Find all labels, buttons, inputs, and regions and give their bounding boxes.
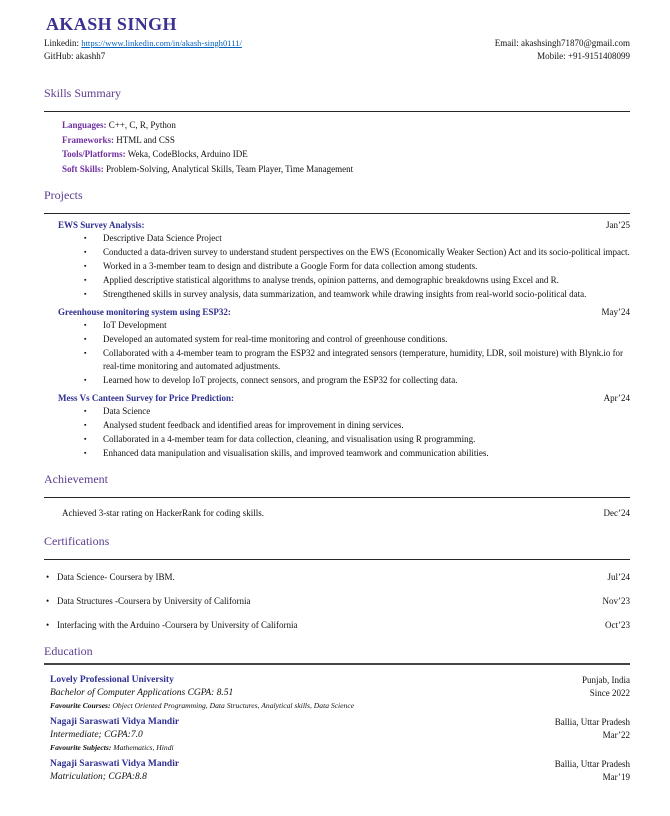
project-name: Greenhouse monitoring system using ESP32: — [58, 307, 231, 317]
certification-item — [46, 619, 630, 632]
projects-title: Projects — [44, 188, 83, 202]
education-date: Mar’19 — [602, 772, 630, 782]
project-bullet: ▪ IoT Development — [82, 319, 630, 332]
certification-text: • Data Science- Coursera by IBM. — [46, 571, 175, 584]
project-bullets — [82, 405, 630, 460]
project-bullet: ▪ Developed an automated system for real-time monitoring and control of greenhouse conditions. — [82, 333, 630, 346]
education-row — [50, 687, 630, 700]
skill-label: Languages: — [62, 120, 107, 130]
certification-list — [44, 571, 630, 632]
section-divider — [44, 663, 630, 665]
mobile-label: Mobile: — [537, 51, 568, 61]
section-divider — [44, 111, 630, 112]
contact-right — [495, 37, 630, 63]
section-projects — [44, 188, 630, 460]
institution-location: Punjab, India — [582, 675, 630, 685]
institution-location: Ballia, Uttar Pradesh — [554, 759, 630, 769]
github-label: GitHub: — [44, 51, 76, 61]
section-certifications — [44, 534, 630, 632]
project-bullet: ▪ Strengthened skills in survey analysis, data summarization, and teamwork while drawing insights from real-world socio-political data. — [82, 288, 630, 301]
education-title: Education — [44, 644, 93, 658]
institution-name: Lovely Professional University — [50, 675, 174, 685]
detail-label: Favourite Courses: — [50, 701, 111, 710]
section-divider — [44, 559, 630, 560]
certification-date: Nov’23 — [602, 596, 630, 606]
skill-value: C++, C, R, Python — [106, 120, 176, 130]
project-bullet: ▪ Collaborated with a 4-member team to program the ESP32 and integrated sensors (temperature, humidity, LDR, soil moisture) with Blynk.io for real-time monitoring and automated adjustments. — [82, 347, 630, 373]
education-row — [50, 757, 630, 771]
github-line — [44, 50, 242, 63]
project-bullets — [82, 319, 630, 387]
education-detail — [50, 700, 630, 711]
contact-left — [44, 37, 242, 63]
project-date: Apr’24 — [603, 393, 630, 403]
project-bullet: ▪ Applied descriptive statistical algorithms to analyse trends, opinion patterns, and demographic breakdowns using Excel and R. — [82, 274, 630, 287]
project-bullet: ▪ Descriptive Data Science Project — [82, 232, 630, 245]
project-bullet: ▪ Learned how to develop IoT projects, connect sensors, and program the ESP32 for collecting data. — [82, 374, 630, 387]
mobile-value: +91-9151408099 — [567, 51, 630, 61]
section-achievement — [44, 472, 630, 520]
skill-value: HTML and CSS — [113, 134, 175, 145]
github-value: akashh7 — [75, 51, 106, 61]
degree-text: Matriculation; CGPA:8.8 — [50, 772, 147, 782]
project-bullet: ▪ Enhanced data manipulation and visualisation skills, and improved teamwork and communication abilities. — [82, 447, 630, 460]
section-divider — [44, 213, 630, 214]
project-bullet: ▪ Analysed student feedback and identified areas for improvement in dining services. — [82, 419, 630, 432]
certification-text: • Interfacing with the Arduino -Coursera by University of California — [46, 619, 297, 632]
institution-location: Ballia, Uttar Pradesh — [554, 717, 630, 727]
mobile-line — [495, 50, 630, 63]
skill-value: Weka, CodeBlocks, Arduino IDE — [125, 149, 248, 159]
skill-value: Problem-Solving, Analytical Skills, Team Player, Time Management — [103, 163, 354, 174]
project-name: Mess Vs Canteen Survey for Price Prediction: — [58, 393, 234, 403]
email-value: akashsingh71870@gmail.com — [520, 38, 630, 48]
project-item — [44, 392, 630, 460]
project-item — [44, 219, 630, 301]
education-item — [50, 715, 630, 753]
project-bullet: ▪ Worked in a 3-member team to design and distribute a Google Form for data collection among students. — [82, 260, 630, 273]
skill-label: Tools/Platforms: — [62, 149, 126, 159]
project-name: EWS Survey Analysis: — [58, 220, 145, 230]
certifications-title: Certifications — [44, 534, 110, 548]
education-row — [50, 673, 630, 687]
project-bullets — [82, 232, 630, 301]
education-row — [50, 715, 630, 729]
skills-summary-title: Skills Summary — [44, 86, 122, 100]
education-detail — [50, 742, 630, 753]
skill-line-frameworks — [62, 133, 630, 148]
project-item — [44, 306, 630, 387]
project-title-row — [58, 306, 630, 319]
contact-row — [44, 37, 630, 63]
project-bullet: ▪ Conducted a data-driven survey to understand student perspectives on the EWS (Economically Weaker Section) Act and its socio-political impact. — [82, 246, 630, 259]
skill-label: Soft Skills: — [62, 163, 104, 174]
linkedin-label: Linkedin: — [44, 38, 82, 48]
education-date: Mar’22 — [602, 730, 630, 740]
email-line — [495, 37, 630, 50]
education-item — [50, 673, 630, 711]
certification-text: • Data Structures -Coursera by University of California — [46, 595, 250, 608]
project-bullet: ▪ Data Science — [82, 405, 630, 418]
certification-item — [46, 571, 630, 584]
resume-header — [44, 13, 630, 63]
detail-value: Mathematics, Hindi — [111, 743, 174, 752]
skill-line-tools — [62, 147, 630, 162]
degree-text: Intermediate; CGPA:7.0 — [50, 730, 143, 740]
detail-value: Object Oriented Programming, Data Structures, Analytical skills, Data Science — [110, 701, 355, 710]
section-education — [44, 644, 630, 784]
skill-line-softskills — [62, 162, 630, 177]
project-bullet: ▪ Collaborated in a 4-member team for data collection, cleaning, and visualisation using R programming. — [82, 433, 630, 446]
education-date: Since 2022 — [589, 688, 630, 698]
linkedin-link[interactable]: https://www.linkedin.com/in/akash-singh0111/ — [81, 38, 242, 48]
achievement-date: Dec’24 — [603, 508, 630, 518]
achievement-row — [62, 507, 630, 520]
skills-list — [62, 118, 630, 176]
achievement-text: Achieved 3-star rating on HackerRank for coding skills. — [62, 508, 264, 518]
certification-date: Jul’24 — [607, 572, 630, 582]
degree-text: Bachelor of Computer Applications CGPA: 8.51 — [50, 688, 234, 698]
email-label: Email: — [494, 38, 521, 48]
achievement-title: Achievement — [44, 472, 108, 486]
certification-date: Oct’23 — [605, 620, 630, 630]
detail-label: Favourite Subjects: — [50, 743, 112, 752]
education-row — [50, 771, 630, 784]
project-title-row — [58, 392, 630, 405]
linkedin-line — [44, 37, 242, 50]
skill-label: Frameworks: — [62, 134, 114, 145]
education-row — [50, 729, 630, 742]
institution-name: Nagaji Saraswati Vidya Mandir — [50, 759, 180, 769]
project-date: Jan’25 — [606, 220, 630, 230]
education-item — [50, 757, 630, 784]
project-title-row — [58, 219, 630, 232]
institution-name: Nagaji Saraswati Vidya Mandir — [50, 717, 180, 727]
project-date: May’24 — [601, 307, 630, 317]
section-divider — [44, 497, 630, 498]
skill-line-languages — [62, 118, 630, 133]
certification-item — [46, 595, 630, 608]
section-skills-summary — [44, 86, 630, 176]
candidate-name: AKASH SINGH — [46, 14, 177, 34]
